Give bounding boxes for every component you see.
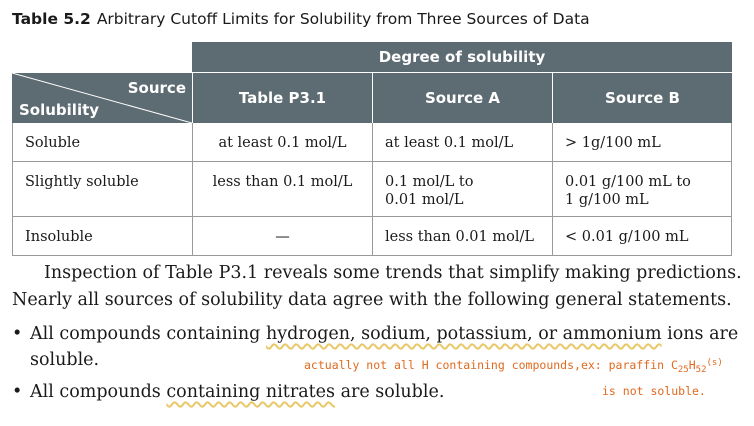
bullet-marker: •	[12, 382, 23, 402]
corner-source-label: Source	[127, 79, 186, 97]
paragraph-line-2: Nearly all sources of solubility data agree with the following general statements.	[12, 290, 732, 310]
table-cell: less than 0.01 mol/L	[372, 217, 552, 255]
bullet-marker: •	[12, 324, 23, 344]
row-label: Slightly soluble	[25, 174, 139, 190]
paragraph-line-1: Inspection of Table P3.1 reveals some trends that simplify making predictions.	[44, 263, 742, 283]
column-header-table-p31: Table P3.1	[192, 73, 372, 123]
table-cell: > 1g/100 mL	[552, 123, 731, 161]
handwritten-annotation-line-1: actually not all H containing compounds,ex: paraffin $C_{25}H_{52}^{(s)}$	[304, 358, 723, 375]
table-row	[13, 161, 731, 216]
table-cell: less than 0.1 mol/L	[192, 162, 372, 216]
table-cell: 0.1 mol/L to 0.01 mol/L	[372, 162, 552, 216]
highlighted-nitrates: containing nitrates	[166, 382, 336, 402]
bullet-1-text: All compounds containing hydrogen, sodium, potassium, or ammonium ions are	[30, 324, 739, 344]
solubility-table	[12, 42, 732, 256]
corner-solubility-label: Solubility	[19, 101, 100, 119]
table-cell: < 0.01 g/100 mL	[552, 217, 731, 255]
table-cell: at least 0.1 mol/L	[192, 123, 372, 161]
table-caption	[12, 10, 590, 28]
degree-of-solubility-header: Degree of solubility	[192, 42, 732, 73]
row-label: Soluble	[25, 135, 81, 151]
row-label: Insoluble	[25, 229, 93, 245]
table-row	[13, 123, 731, 161]
column-header-source-b: Source B	[552, 73, 732, 123]
column-header-source-a: Source A	[372, 73, 552, 123]
handwritten-annotation-line-2: is not soluble.	[602, 384, 706, 398]
corner-header	[12, 73, 192, 123]
table-cell: 0.01 g/100 mL to 1 g/100 mL	[552, 162, 731, 216]
table-body	[12, 123, 732, 256]
bullet-2-text: All compounds containing nitrates are soluble.	[30, 382, 445, 402]
bullet-1-continuation: soluble.	[30, 350, 100, 370]
table-number: Table 5.2	[12, 10, 91, 28]
table-cell: —	[192, 217, 372, 255]
highlighted-ions: hydrogen, sodium, potassium, or ammonium	[265, 324, 662, 344]
table-row	[13, 216, 731, 255]
table-cell: at least 0.1 mol/L	[372, 123, 552, 161]
table-title: Arbitrary Cutoff Limits for Solubility from Three Sources of Data	[96, 10, 590, 28]
